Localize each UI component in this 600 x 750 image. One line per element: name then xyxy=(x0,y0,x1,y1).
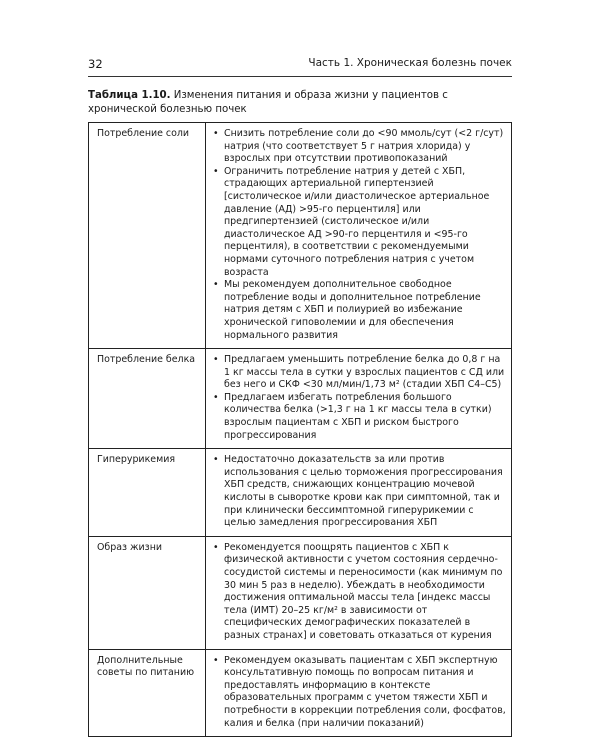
recommendation-item: • Рекомендуем оказывать пациентам с ХБП экспертную консультативную помощь по вопросам питания и предоставлять информацию в контексте образовательных программ с учетом тяжести ХБП и потребности в коррекции потребления соли, фосфатов, калия и белка (при наличии показаний) xyxy=(213,655,506,731)
page-number: 32 xyxy=(88,57,103,71)
row-recommendations xyxy=(206,123,512,349)
table-row xyxy=(89,123,512,349)
recommendation-item: • Снизить потребление соли до <90 ммоль/сут (<2 г/сут) натрия (что соответствует 5 г натрия хлорида) у взрослых при отсутствии противопоказаний xyxy=(213,128,506,166)
recommendation-item: • Рекомендуется поощрять пациентов с ХБП к физической активности с учетом состояния сердечно-сосудистой системы и переносимости (как минимум по 30 мин 5 раз в неделю). Убеждать в необходимости достижения оптимальной массы тела [индекс массы тела (ИМТ) 20–25 кг/м² в зависимости от специфических демографических показателей в разных странах] и советовать отказаться от курения xyxy=(213,542,506,643)
table-row xyxy=(89,536,512,649)
recommendation-item: • Предлагаем уменьшить потребление белка до 0,8 г на 1 кг массы тела в сутки у взрослых пациентов с СД или без него и СКФ <30 мл/мин/1,73 м² (стадии ХБП С4–С5) xyxy=(213,354,506,392)
table-caption xyxy=(88,89,512,117)
table-caption-label: Таблица 1.10. xyxy=(88,90,171,101)
recommendation-item: • Предлагаем избегать потребления большого количества белка (>1,3 г на 1 кг массы тела в сутки) взрослым пациентам с ХБП и риском быстрого прогрессирования xyxy=(213,392,506,442)
recommendation-list xyxy=(213,655,506,731)
recommendations-table xyxy=(88,122,512,737)
recommendation-list xyxy=(213,542,506,643)
table-row xyxy=(89,449,512,537)
row-topic: Потребление соли xyxy=(89,123,206,349)
table-caption-text: Изменения питания и образа жизни у пациентов с хронической болезнью почек xyxy=(88,90,448,115)
row-recommendations xyxy=(206,536,512,649)
row-recommendations xyxy=(206,649,512,737)
table-row xyxy=(89,649,512,737)
row-topic: Гиперурикемия xyxy=(89,449,206,537)
row-topic: Дополнительные советы по питанию xyxy=(89,649,206,737)
page-header xyxy=(88,54,512,77)
recommendation-item: • Ограничить потребление натрия у детей с ХБП, страдающих артериальной гипертензией [систолическое и/или диастолическое артериальное давление (АД) >95-го перцентиля] или предгипертензией (систолическое и/или диастолическое АД >90-го перцентиля и <95-го перцентиля), в соответствии с рекомендуемыми нормами суточного потребления натрия с учетом возраста xyxy=(213,166,506,279)
recommendation-list xyxy=(213,354,506,442)
recommendation-list xyxy=(213,128,506,342)
running-head: Часть 1. Хроническая болезнь почек xyxy=(308,57,512,69)
row-recommendations xyxy=(206,349,512,449)
row-recommendations xyxy=(206,449,512,537)
row-topic: Образ жизни xyxy=(89,536,206,649)
recommendation-item: • Мы рекомендуем дополнительное свободное потребление воды и дополнительное потребление натрия детям с ХБП и полиурией во избежание хронической гиповолемии и для обеспечения нормального развития xyxy=(213,279,506,342)
recommendation-item: • Недостаточно доказательств за или против использования с целью торможения прогрессирования ХБП средств, снижающих концентрацию мочевой кислоты в сыворотке крови как при симптомной, так и при клинически бессимптомной гиперурикемии с целью замедления прогрессирования ХБП xyxy=(213,454,506,530)
row-topic: Потребление белка xyxy=(89,349,206,449)
recommendation-list xyxy=(213,454,506,530)
table-row xyxy=(89,349,512,449)
